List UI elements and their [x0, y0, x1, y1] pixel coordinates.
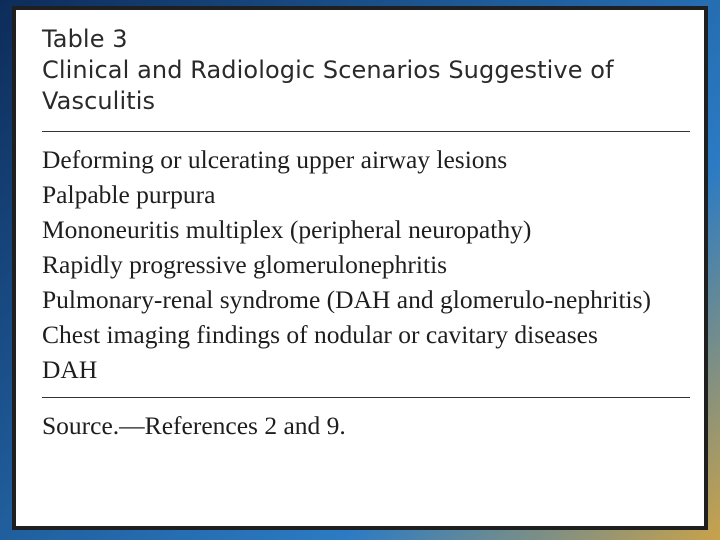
top-rule	[42, 131, 690, 132]
list-item: Pulmonary-renal syndrome (DAH and glomerulo-nephritis)	[42, 285, 652, 314]
scenario-list	[42, 142, 682, 387]
list-item: Deforming or ulcerating upper airway lesions	[42, 145, 508, 174]
source-note: Source.—References 2 and 9.	[42, 411, 346, 440]
bottom-rule	[42, 397, 690, 398]
list-item: Palpable purpura	[42, 180, 216, 209]
list-item: Chest imaging findings of nodular or cavitary diseases	[42, 320, 598, 349]
list-item: DAH	[42, 355, 98, 384]
list-item: Rapidly progressive glomerulonephritis	[42, 250, 448, 279]
list-item: Mononeuritis multiplex (peripheral neuropathy)	[42, 215, 532, 244]
table-title: Clinical and Radiologic Scenarios Suggestive of Vasculitis	[42, 56, 614, 115]
table-frame	[12, 6, 708, 530]
table-label: Table 3	[42, 25, 128, 53]
